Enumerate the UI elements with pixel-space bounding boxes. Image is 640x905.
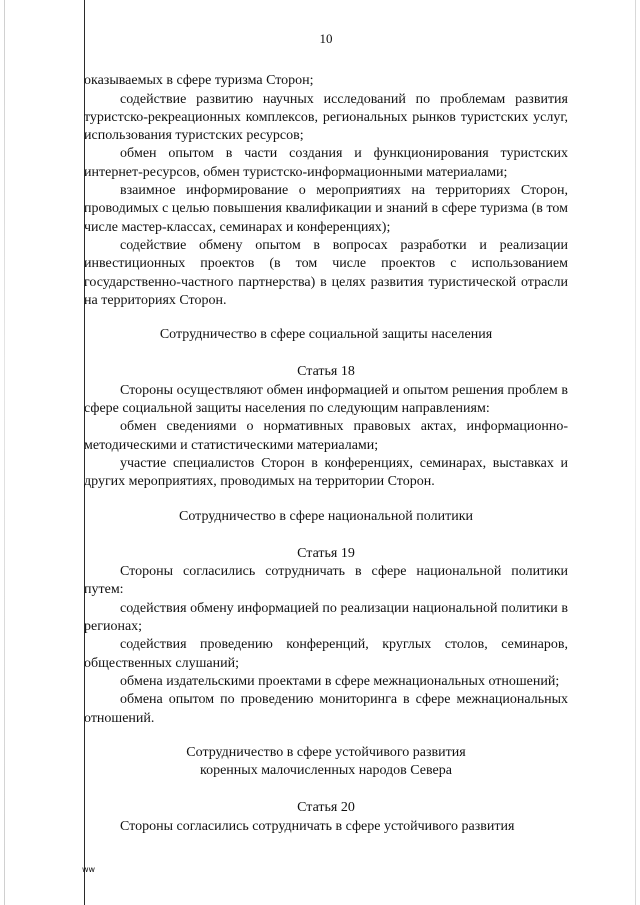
- paragraph: участие специалистов Сторон в конференциях, семинарах, выставках и других мероприятиях, проводимых на территории Сторон.: [84, 455, 568, 490]
- paragraph: обмена издательскими проектами в сфере межнациональных отношений;: [120, 673, 560, 689]
- section-title-sustainable: [84, 744, 568, 781]
- page-number: 10: [319, 31, 333, 46]
- article-heading-19: Статья 19: [297, 545, 355, 561]
- paragraph: обмен опытом в части создания и функционирования туристских интернет-ресурсов, обмен туристско-информационными материалами;: [84, 146, 568, 180]
- section-title-social: Сотрудничество в сфере социальной защиты населения: [159, 327, 493, 343]
- scan-mark: ww: [82, 865, 96, 874]
- paragraph: Стороны осуществляют обмен информацией и опытом решения проблем в сфере социальной защиты населения по следующим направлениям:: [84, 382, 568, 417]
- section-title-line: Сотрудничество в сфере устойчивого развития: [186, 744, 466, 760]
- scan-edge-left: [4, 0, 5, 905]
- paragraph: обмен сведениями о нормативных правовых актах, информационно-методическими и статистическими материалами;: [84, 419, 568, 453]
- section-title-line: коренных малочисленных народов Севера: [200, 763, 452, 779]
- paragraph: Стороны согласились сотрудничать в сфере национальной политики путем:: [84, 564, 568, 598]
- paragraph: содействия обмену информацией по реализации национальной политики в регионах;: [84, 600, 568, 635]
- paragraph-continuation: оказываемых в сфере туризма Сторон;: [84, 73, 314, 89]
- paragraph: обмена опытом по проведению мониторинга в сфере межнациональных отношений.: [84, 692, 568, 726]
- paragraph: содействие развитию научных исследований по проблемам развития туристско-рекреационных комплексов, региональных рынков туристских услуг, использования туристских ресурсов;: [84, 91, 568, 144]
- section-title-national: Сотрудничество в сфере национальной политики: [179, 508, 473, 524]
- scan-edge-right: [635, 0, 636, 905]
- document-page: [84, 30, 568, 836]
- article-heading-20: Статья 20: [297, 800, 355, 816]
- paragraph: содействия проведению конференций, круглых столов, семинаров, общественных слушаний;: [84, 637, 568, 671]
- paragraph: Стороны согласились сотрудничать в сфере устойчивого развития: [120, 818, 515, 834]
- paragraph: содействие обмену опытом в вопросах разработки и реализации инвестиционных проектов (в том числе проектов с использованием государственно-частного партнерства) в целях развития туристической отрасли на территориях Сторон.: [84, 237, 568, 308]
- paragraph: взаимное информирование о мероприятиях на территориях Сторон, проводимых с целью повышения квалификации и знаний в сфере туризма (в том числе мастер-классах, семинарах и конференциях);: [84, 183, 568, 235]
- article-heading-18: Статья 18: [297, 364, 355, 380]
